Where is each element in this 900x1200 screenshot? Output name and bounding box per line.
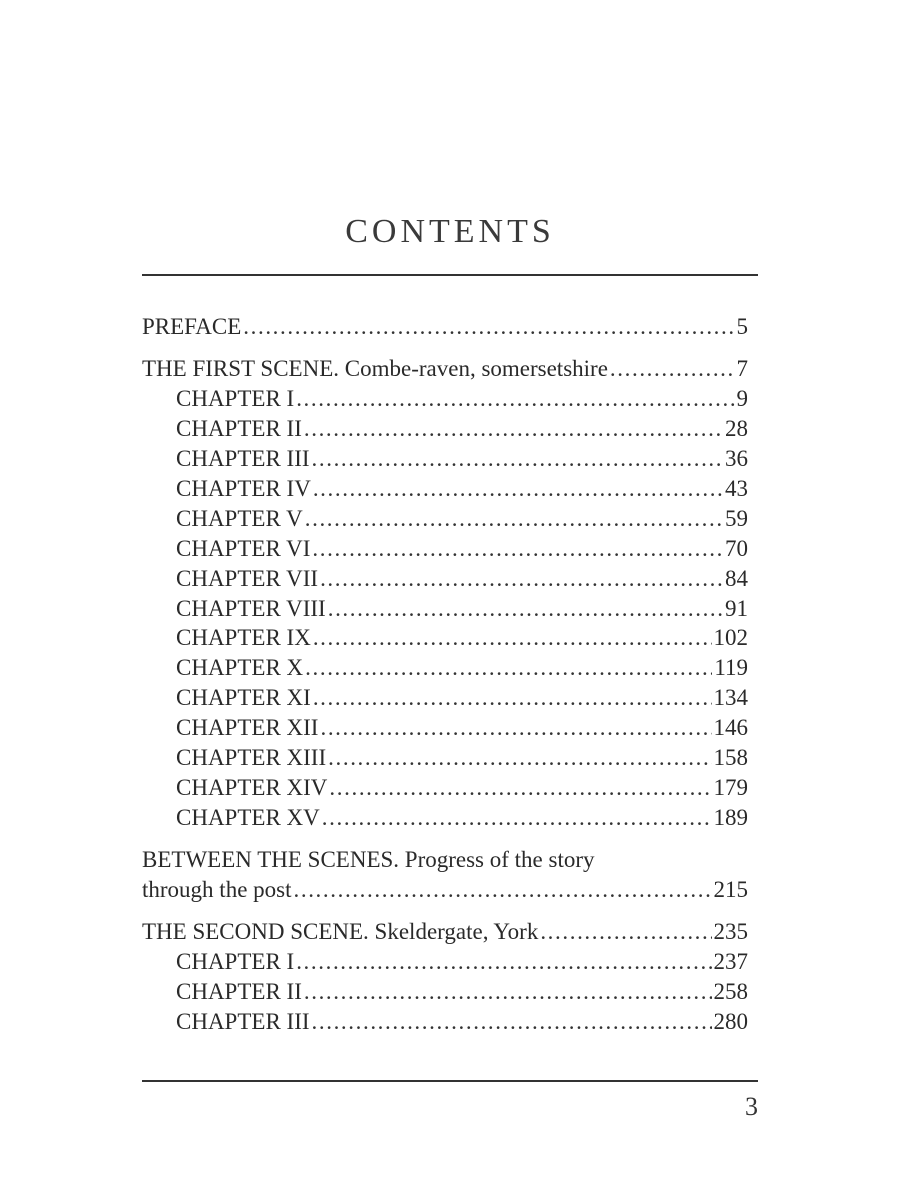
dot-leader [305, 504, 723, 534]
dot-leader [313, 474, 723, 504]
dot-leader [610, 354, 735, 384]
dot-leader [305, 653, 712, 683]
entry-label: CHAPTER III [176, 446, 310, 472]
dot-leader [312, 1007, 712, 1037]
dot-leader [329, 773, 711, 803]
entry-page-number: 91 [725, 595, 748, 621]
table-of-contents [142, 312, 748, 1037]
toc-entry-chapter[interactable] [142, 683, 748, 713]
entry-page-number: 215 [713, 877, 748, 903]
toc-entry-chapter[interactable] [142, 564, 748, 594]
entry-page-number: 134 [713, 685, 748, 711]
dot-leader [328, 594, 723, 624]
entry-label: CHAPTER XI [176, 685, 311, 711]
toc-entry-between-scenes[interactable] [142, 875, 748, 905]
entry-label: CHAPTER II [176, 416, 302, 442]
entry-page-number: 235 [713, 919, 748, 945]
entry-page-number: 102 [713, 625, 748, 651]
group-spacer [142, 342, 748, 355]
entry-label: CHAPTER VI [176, 535, 311, 561]
toc-entry-chapter[interactable] [142, 803, 748, 833]
dot-leader [312, 444, 723, 474]
entry-page-number: 36 [725, 446, 748, 472]
toc-entry-chapter[interactable] [142, 653, 748, 683]
entry-label: CHAPTER X [176, 655, 304, 681]
dot-leader [540, 917, 711, 947]
toc-entry-chapter[interactable] [142, 713, 748, 743]
top-rule [142, 274, 758, 276]
toc-entry-chapter[interactable] [142, 384, 748, 414]
toc-entry-chapter[interactable] [142, 504, 748, 534]
entry-page-number: 5 [736, 314, 748, 339]
entry-page-number: 59 [725, 505, 748, 531]
toc-entry-between-scenes-line1: BETWEEN THE SCENES. Progress of the story [142, 847, 595, 873]
dot-leader [313, 683, 712, 713]
toc-entry-chapter[interactable] [142, 444, 748, 474]
entry-label: CHAPTER XIII [176, 744, 327, 770]
dot-leader [243, 312, 734, 342]
entry-label: THE SECOND SCENE. Skeldergate, York [142, 919, 539, 945]
entry-label: THE FIRST SCENE. Combe-raven, somersetshire [142, 356, 608, 382]
toc-entry-second-scene[interactable] [142, 917, 748, 947]
dot-leader [313, 623, 712, 653]
dot-leader [296, 947, 711, 977]
dot-leader [304, 414, 723, 444]
entry-page-number: 9 [736, 386, 748, 412]
bottom-rule [142, 1080, 758, 1082]
toc-entry-chapter[interactable] [142, 474, 748, 504]
page-title: CONTENTS [345, 213, 555, 250]
dot-leader [304, 977, 712, 1007]
entry-label: CHAPTER IV [176, 475, 311, 501]
entry-page-number: 158 [713, 744, 748, 770]
toc-entry-chapter[interactable] [142, 947, 748, 977]
toc-entry-chapter[interactable] [142, 1007, 748, 1037]
entry-label: CHAPTER XV [176, 804, 320, 830]
entry-label: CHAPTER IX [176, 625, 311, 651]
entry-page-number: 28 [725, 416, 748, 442]
toc-entry-chapter[interactable] [142, 534, 748, 564]
dot-leader [328, 743, 711, 773]
entry-page-number: 189 [713, 804, 748, 830]
group-spacer [142, 833, 748, 846]
entry-page-number: 146 [713, 715, 748, 741]
entry-page-number: 7 [736, 356, 748, 382]
toc-entry-chapter[interactable] [142, 623, 748, 653]
group-spacer [142, 905, 748, 918]
entry-label: PREFACE [142, 314, 242, 339]
entry-label: CHAPTER V [176, 505, 303, 531]
entry-label: CHAPTER II [176, 979, 302, 1005]
dot-leader [296, 384, 734, 414]
entry-label: CHAPTER III [176, 1009, 310, 1035]
entry-page-number: 179 [713, 774, 748, 800]
entry-page-number: 258 [713, 979, 748, 1005]
entry-page-number: 43 [725, 475, 748, 501]
toc-entry-chapter[interactable] [142, 594, 748, 624]
entry-page-number: 280 [713, 1009, 748, 1035]
entry-page-number: 84 [725, 565, 748, 591]
entry-page-number: 237 [713, 949, 748, 975]
entry-label: CHAPTER VIII [176, 595, 326, 621]
entry-page-number: 70 [725, 535, 748, 561]
entry-label: CHAPTER I [176, 386, 295, 412]
dot-leader [320, 564, 723, 594]
entry-page-number: 119 [714, 655, 748, 681]
dot-leader [322, 803, 712, 833]
toc-entry-first-scene[interactable] [142, 354, 748, 384]
toc-entry-chapter[interactable] [142, 977, 748, 1007]
dot-leader [320, 713, 711, 743]
toc-entry-chapter[interactable] [142, 743, 748, 773]
dot-leader [312, 534, 723, 564]
toc-entry-preface[interactable] [142, 312, 748, 342]
page-number: 3 [745, 1092, 758, 1121]
toc-entry-chapter[interactable] [142, 773, 748, 803]
dot-leader [294, 875, 712, 905]
entry-label: CHAPTER I [176, 949, 295, 975]
entry-label: CHAPTER XII [176, 715, 319, 741]
entry-label: CHAPTER VII [176, 565, 319, 591]
entry-label: through the post [142, 877, 292, 903]
toc-entry-chapter[interactable] [142, 414, 748, 444]
entry-label: CHAPTER XIV [176, 774, 328, 800]
